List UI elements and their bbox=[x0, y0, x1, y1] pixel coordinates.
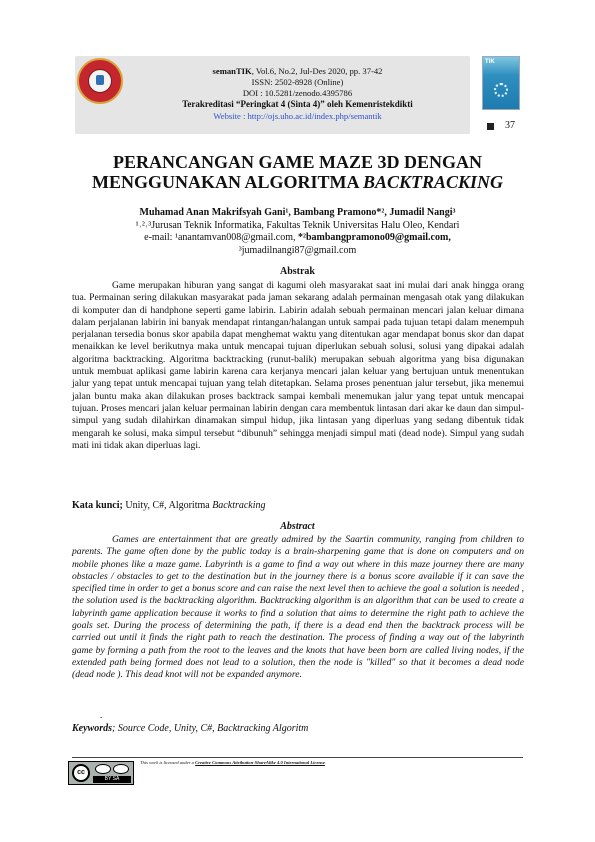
abstrak-heading: Abstrak bbox=[279, 266, 315, 277]
issn: ISSN: 2502-8928 (Online) bbox=[251, 77, 344, 87]
license-notice: This work is licensed under a Creative Commons Attribution-ShareAlike 4.0 International License. bbox=[140, 760, 327, 765]
accreditation: Terakreditasi “Peringkat 4 (Sinta 4)” oleh Kemenristekdikti bbox=[182, 99, 413, 109]
stray-dot: . bbox=[100, 710, 103, 720]
page-number: 37 bbox=[505, 120, 515, 131]
abstract-body: Games are entertainment that are greatly admired by the Saartin community, ranging from children to parents. The game often done by the public today is a brain-sharpening game that is done on computers and on mobile phones like a maze game. Labyrinth is a game to find a way out where in this maze journey there are many obstacles / obstacles to get to the destination but in the journey there is a bonus score available if it can save the specified time in order to get a bonus score and can raise the next level then to achieve the goal a solution is needed , the solution used is the backtracking algorithm. Backtracking algorithm is an algorithm that can be used to create a labyrinth game application because it works to find a solution that aims to determine the right path to achieve the goals set. During the process of determining the path, if there is a dead end then the backtrack process will be carried out until it finds the right path to reach the destination. The process of finding a way out of the labyrinth game by forming a path from the root to the leaves and the knots that have been born are called living nodes, if the extended path being formed does not lead to a solution, then the node is "killed" so that it becomes a dead node (dead node ). This dead knot will not be expanded anymore. bbox=[72, 534, 524, 681]
kata-kunci: Kata kunci; Unity, C#, Algoritma Backtracking bbox=[72, 500, 266, 511]
author-email-3: ³jumadilnangi87@gmail.com bbox=[238, 245, 357, 256]
paper-title-line1: PERANCANGAN GAME MAZE 3D DENGAN bbox=[113, 152, 482, 172]
doi: DOI : 10.5281/zenodo.4395786 bbox=[242, 88, 353, 98]
footer-divider bbox=[72, 757, 523, 758]
journal-info: semanTIK, Vol.6, No.2, Jul-Des 2020, pp. 37-42 bbox=[212, 66, 383, 76]
by-icon bbox=[95, 764, 111, 774]
share-alike-icon bbox=[113, 764, 129, 774]
cc-license-icon[interactable]: cc BY SA bbox=[68, 761, 134, 785]
website-link[interactable]: http://ojs.uho.ac.id/index.php/semantik bbox=[247, 111, 382, 121]
paper-title-line2: MENGGUNAKAN ALGORITMA BACKTRACKING bbox=[91, 172, 504, 192]
author-emails: e-mail: ¹anantamvan008@gmail.com, *²bambangpramono09@gmail.com, bbox=[144, 232, 451, 243]
journal-cover-thumbnail: TIK bbox=[482, 56, 520, 110]
keywords: Keywords; Source Code, Unity, C#, Backtracking Algoritm bbox=[72, 723, 309, 734]
author-affiliation: ¹˒²˒³Jurusan Teknik Informatika, Fakultas Teknik Universitas Halu Oleo, Kendari bbox=[135, 220, 460, 231]
author-names: Muhamad Anan Makrifsyah Gani¹, Bambang Pramono*², Jumadil Nangi³ bbox=[139, 207, 456, 218]
license-link[interactable]: Creative Commons Attribution-ShareAlike 4.0 International License bbox=[195, 760, 325, 765]
abstract-heading: Abstract bbox=[280, 521, 315, 532]
university-logo bbox=[77, 58, 123, 104]
page-marker-icon bbox=[487, 123, 494, 130]
abstrak-body: Game merupakan hiburan yang sangat di kagumi oleh masyarakat saat ini mulai dari anak hingga orang tua. Permainan sering dilakukan masyarakat pada jaman sekarang adalah permainan mengasah otak yang dilakukan di komputer dan di handphone seperti game labirin. Labirin adalah sebuah permainan mencari jalan keluar dimana dalam perjalanan labirin ini banyak mendapat rintangan/halangan untuk sampai pada tujuan tetapi dalam menempuh perjalanan tersedia bonus skor apabila dapat menghemat waktu yang ditentukan agar mendapat bonus skor dan dapat menaikkan ke level berikutnya maka untuk mencapai tujuan diperlukan sebuah solusi, solusi yang dipakai adalah algoritma backtracking. Algoritma backtracking (runut-balik) merupakan sebuah algoritma yang bisa digunakan untuk membuat aplikasi game labirin karena cara kerjanya mencari jalan keluar yang bertujuan untuk menentukan jalur yang tepat untuk mencapai tujuan yang telah ditetapkan. Selama proses penentuan jalur tersebut, jika menemui jalan buntu maka akan dilakukan proses backtrack sampai kembali menemukan jalur yang tepat untuk mencapai tujuan. Proses mencari jalan keluar permainan labirin dengan cara membentuk lintasan dari akar ke daun dan simpul-simpul yang sudah dilahirkan dinamakan simpul hidup, jika lintasan yang diperluas yang sedang dibentuk tidak mengarah ke solusi, maka simpul tersebut “dibunuh” sehingga menjadi simpul mati (dead node). Simpul yang sudah mati ini tidak akan diperluas lagi. bbox=[72, 280, 524, 451]
website: Website : http://ojs.uho.ac.id/index.php/semantik bbox=[213, 111, 382, 121]
